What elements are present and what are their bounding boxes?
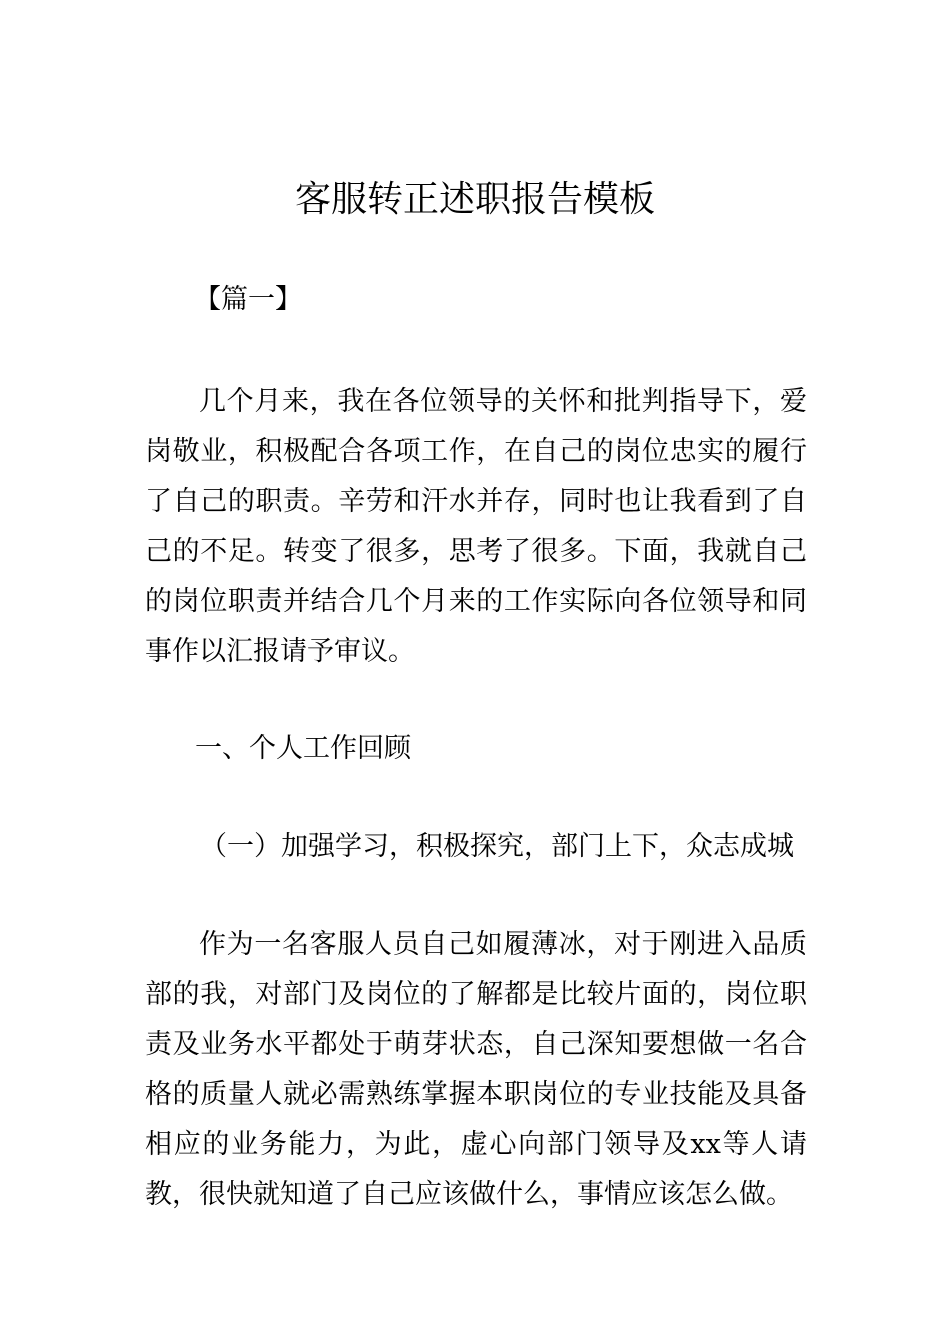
subsection-heading: （一）加强学习，积极探究，部门上下，众志成城 (200, 831, 794, 862)
document-title: 客服转正述职报告模板 (294, 179, 655, 220)
paragraph-intro: 几个月来，我在各位领导的关怀和批判指导下，爱岗敬业，积极配合各项工作，在自己的岗位忠实的履行了自己的职责。辛劳和汗水并存，同时也让我看到了自己的不足。转变了很多，思考了很多。下面，我就自己的岗位职责并结合几个月来的工作实际向各位领导和同事作以汇报请予审议。 (145, 386, 807, 667)
section-heading: 一、个人工作回顾 (195, 733, 411, 764)
paragraph-learning: 作为一名客服人员自己如履薄冰，对于刚进入品质部的我，对部门及岗位的了解都是比较片面的，岗位职责及业务水平都处于萌芽状态，自己深知要想做一名合格的质量人就必需熟练掌握本职岗位的专业技能及具备相应的业务能力，为此，虚心向部门领导及xx等人请教，很快就知道了自己应该做什么，事情应该怎么做。 (145, 929, 807, 1210)
part-label: 【篇一】 (194, 284, 302, 315)
